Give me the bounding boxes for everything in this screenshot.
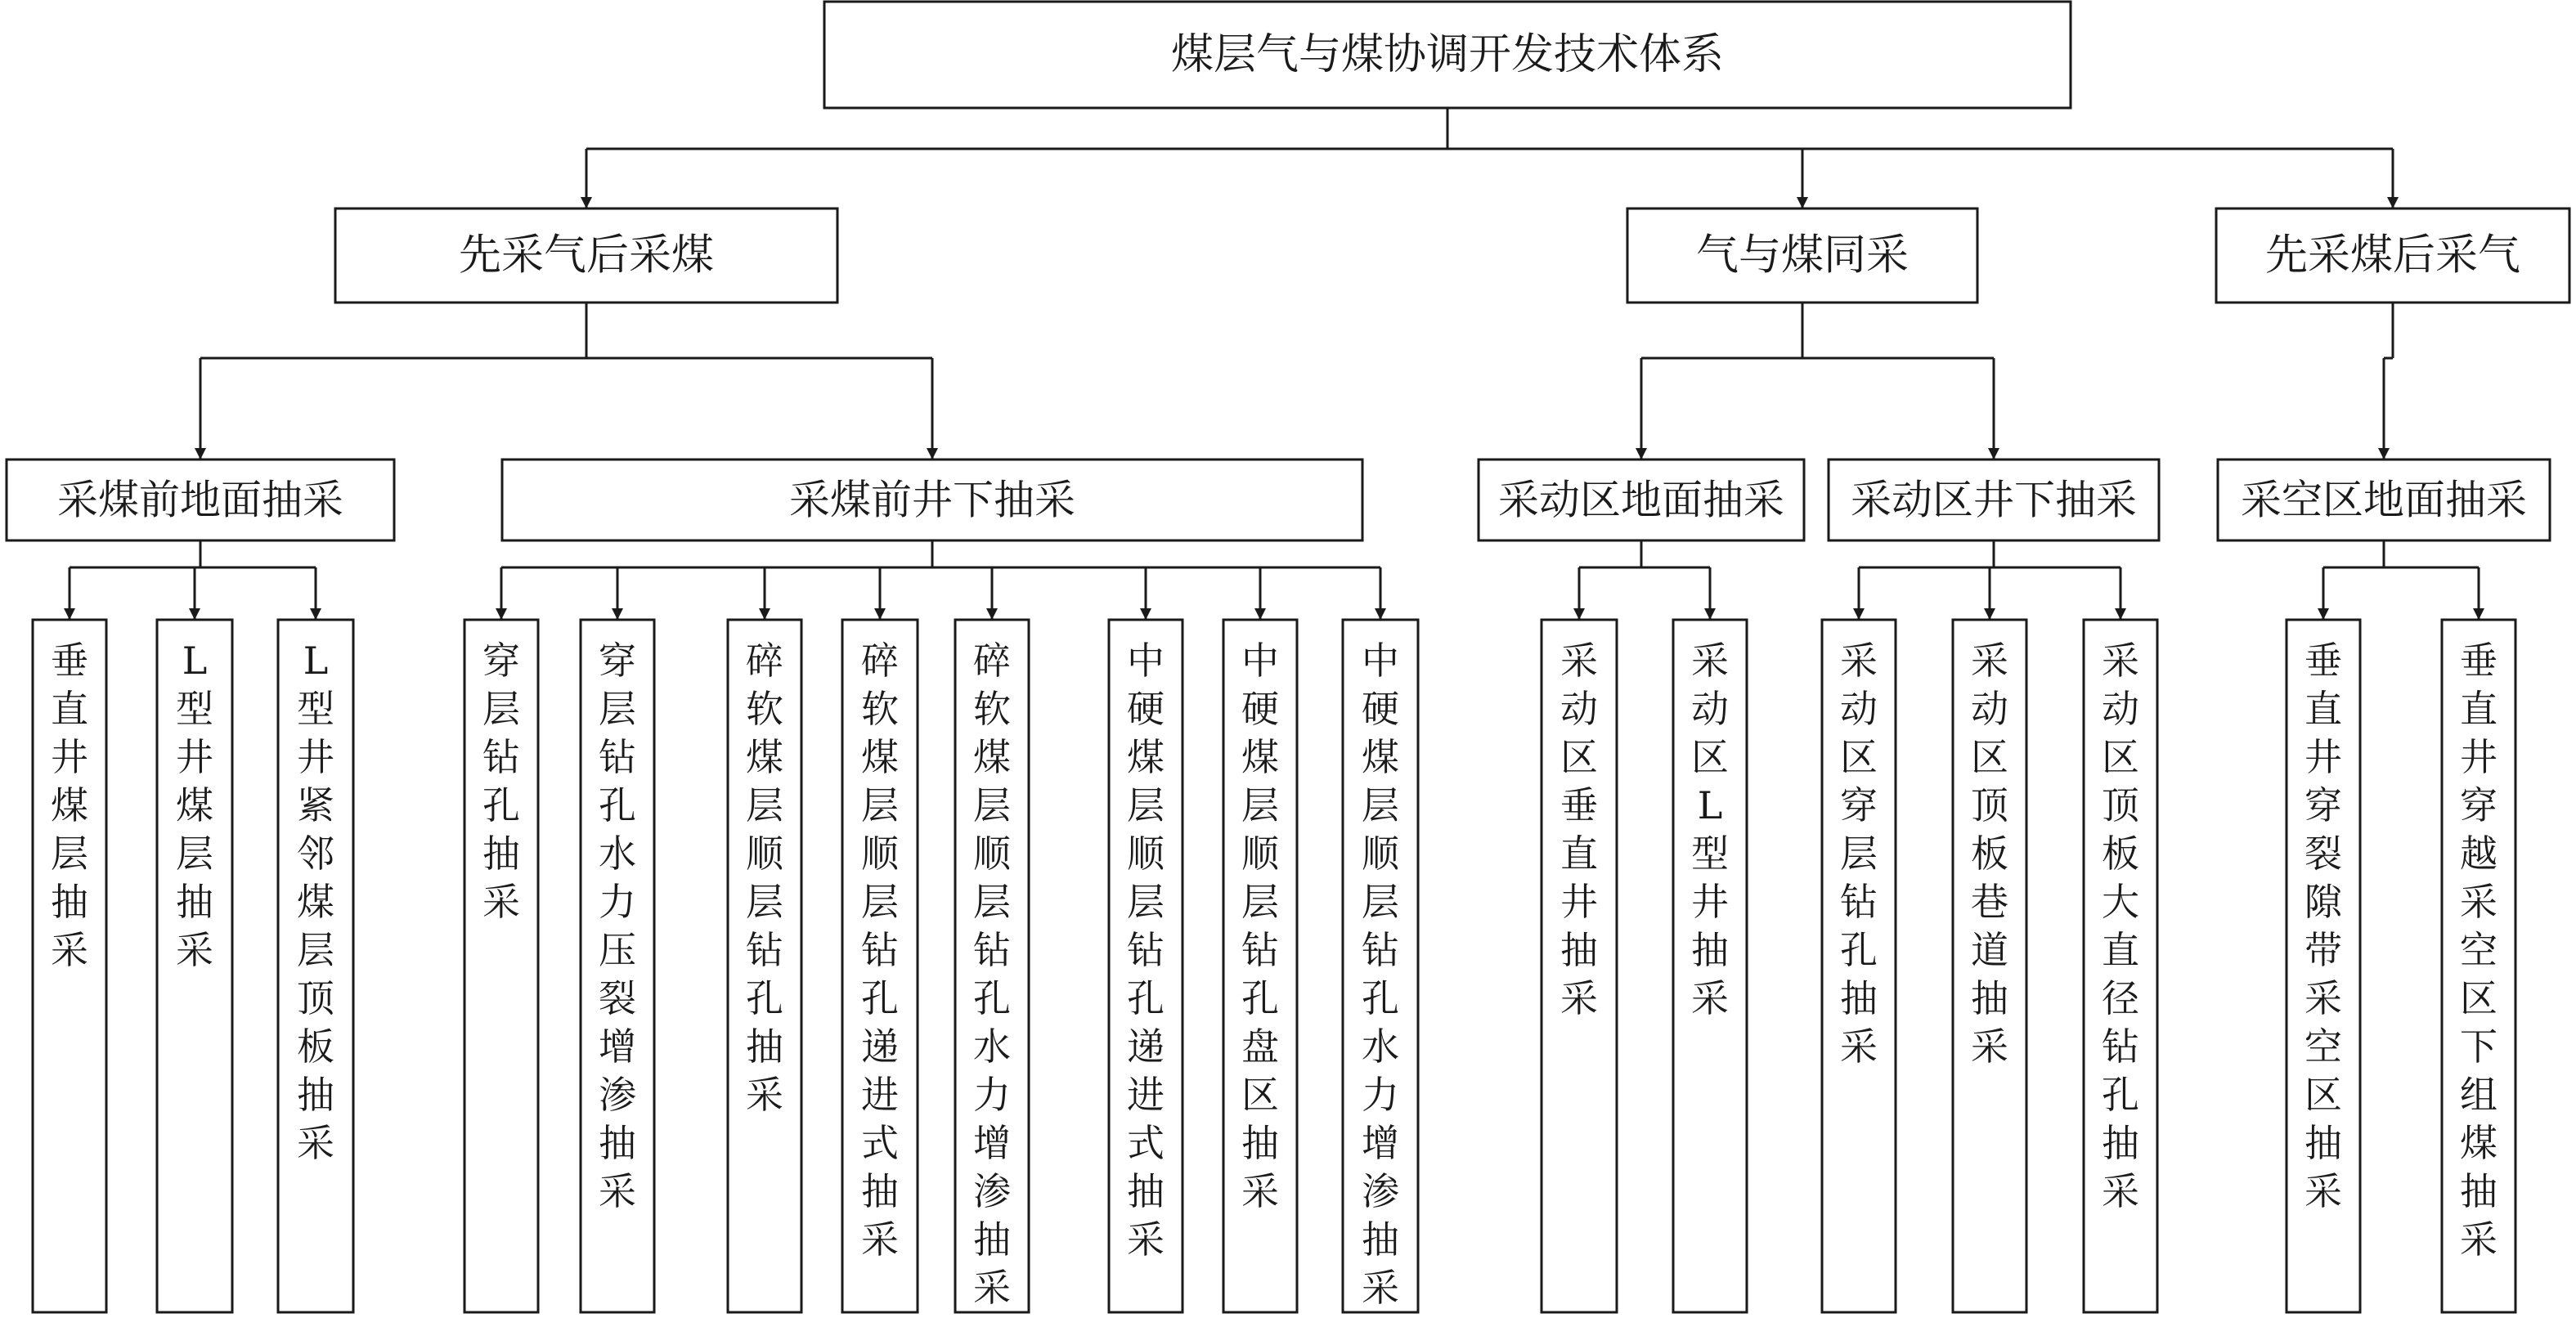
leaf-label: 中硬煤层顺层钻孔盘区抽采 — [1241, 639, 1279, 1213]
leaf-node — [1822, 620, 1896, 1312]
leaf-node — [1109, 620, 1183, 1312]
branch-node — [1627, 208, 1977, 303]
group-node — [502, 460, 1362, 540]
group-label: 采动区地面抽采 — [1498, 476, 1784, 524]
leaf-node — [1542, 620, 1617, 1312]
group-label: 采空区地面抽采 — [2241, 476, 2527, 524]
diagram-nodes — [7, 2, 2569, 1312]
root-label: 煤层气与煤协调开发技术体系 — [1170, 30, 1725, 79]
group-node — [7, 460, 394, 540]
leaf-node — [33, 620, 106, 1312]
leaf-label: 中硬煤层顺层钻孔水力增渗抽采 — [1362, 639, 1399, 1310]
group-node — [2218, 460, 2550, 540]
root-node — [824, 2, 2071, 108]
branch-label: 先采煤后采气 — [2264, 231, 2521, 280]
leaf-label: 穿层钻孔抽采 — [482, 639, 520, 924]
leaf-node — [955, 620, 1029, 1312]
leaf-label: 采动区 L 型井抽采 — [1691, 639, 1729, 1020]
leaf-label: 中硬煤层顺层钻孔递进式抽采 — [1127, 639, 1165, 1262]
leaf-node — [2287, 620, 2360, 1312]
leaf-label: 采动区垂直井抽采 — [1560, 639, 1598, 1020]
group-node — [1829, 460, 2159, 540]
connector-lines — [70, 108, 2479, 620]
leaf-node — [581, 620, 654, 1312]
group-node — [1479, 460, 1804, 540]
leaf-node — [728, 620, 801, 1312]
leaf-label: 碎软煤层顺层钻孔水力增渗抽采 — [973, 639, 1011, 1310]
leaf-label: 采动区穿层钻孔抽采 — [1840, 639, 1878, 1069]
leaf-label: 垂直井穿裂隙带采空区抽采 — [2304, 639, 2342, 1213]
leaf-node — [1223, 620, 1297, 1312]
leaf-label: 碎软煤层顺层钻孔递进式抽采 — [861, 639, 899, 1262]
branch-label: 先采气后采煤 — [458, 231, 715, 280]
branch-node — [335, 208, 837, 303]
branch-node — [2216, 208, 2569, 303]
group-label: 采动区井下抽采 — [1851, 476, 2137, 524]
leaf-node — [278, 620, 353, 1312]
leaf-node — [1673, 620, 1747, 1312]
leaf-label: 碎软煤层顺层钻孔抽采 — [746, 639, 783, 1117]
leaf-label: 采动区顶板巷道抽采 — [1971, 639, 2008, 1069]
leaf-label: L 型井煤层抽采 — [176, 639, 213, 972]
leaf-node — [1953, 620, 2026, 1312]
leaf-node — [464, 620, 538, 1312]
leaf-node — [157, 620, 232, 1312]
leaf-node — [1343, 620, 1418, 1312]
branch-label: 气与煤同采 — [1695, 231, 1910, 280]
leaf-label: 穿层钻孔水力压裂增渗抽采 — [599, 639, 636, 1213]
leaf-label: 采动区顶板大直径钻孔抽采 — [2102, 639, 2139, 1213]
leaf-node — [2084, 620, 2157, 1312]
leaf-label: 垂直井煤层抽采 — [51, 639, 88, 972]
group-label: 采煤前地面抽采 — [57, 476, 343, 524]
leaf-label: 垂直井穿越采空区下组煤抽采 — [2460, 639, 2497, 1262]
group-label: 采煤前井下抽采 — [789, 476, 1075, 524]
leaf-node — [2442, 620, 2515, 1312]
leaf-node — [842, 620, 918, 1312]
leaf-label: L 型井紧邻煤层顶板抽采 — [297, 639, 334, 1165]
